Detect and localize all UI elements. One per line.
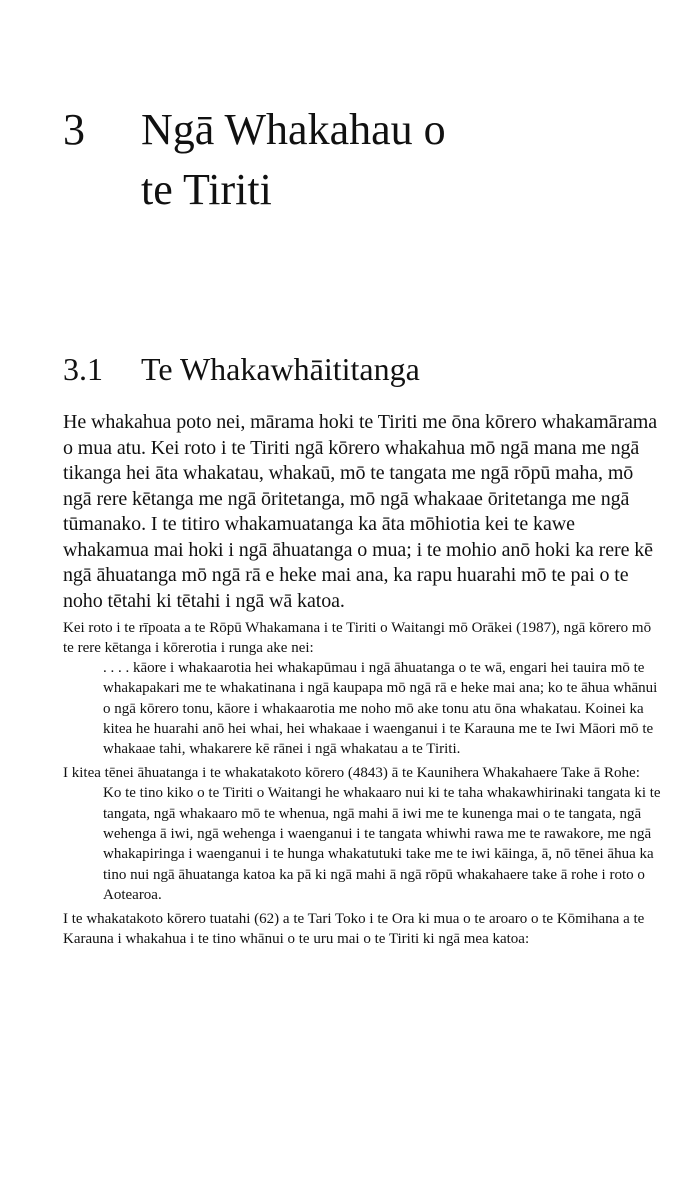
paragraph-orakei-report: Kei roto i te rīpoata a te Rōpū Whakamana i te Tiriti o Waitangi mō Orākei (1987), ngā kōrero mō te rere kētanga i kōrerotia i runga ake nei: bbox=[63, 620, 652, 656]
paragraph-local-government: I kitea tēnei āhuatanga i te whakatakoto kōrero (4843) ā te Kaunihera Whakahaere Take ā Rohe: bbox=[63, 765, 640, 782]
block-quote-orakei: . . . . kāore i whakaarotia hei whakapūmau i ngā āhuatanga o te wā, engari hei tauira mō te whakapakari me te whakatinana i ngā kaupapa mō ngā rā e heke mai ana; ko te āhua whānui o ngā kōrero tonu, kāore i whakaarotia me noho mō ake tonu atu ōna whakatau. Koinei ka kitea he huarahi anō hei whai, hei whakaae i waenganui i te Karauna me te Iwi Māori mō te whakaae tahi, whakarere kē rānei i ngā whakatau a te Tiriti. bbox=[103, 660, 658, 758]
section-title: Te Whakawhāititanga bbox=[141, 351, 420, 387]
section-heading bbox=[63, 347, 663, 391]
block-quote-local-government: Ko te tino kiko o te Tiriti o Waitangi he whakaaro nui ki te taha whakawhirinaki tangata ki te tangata, ngā whakaaro mō te whenua, ngā mahi ā iwi me te kunenga mai o te tangata, ngā wehenga ā iwi, ngā wehenga i waenganui i te tangata whiwhi rawa me te rawakore, me ngā whakapiringa i waenganui i te hunga whakatutuki take me te iwi kāinga, ā, nō tēnei āhua ka tino nui ngā āhuatanga katoa ka pā ki ngā mahi ā ngā rōpū whakahaere take ā rohe i roto o Aotearoa. bbox=[103, 785, 661, 903]
chapter-title bbox=[141, 100, 621, 220]
chapter-number: 3 bbox=[63, 105, 85, 154]
body-text bbox=[63, 410, 663, 949]
chapter-title-line-1: Ngā Whakahau o bbox=[141, 105, 446, 154]
lead-paragraph: He whakahua poto nei, mārama hoki te Tiriti me ōna kōrero whakamārama o mua atu. Kei roto i te Tiriti ngā kōrero whakahua mō ngā mana me ngā tikanga hei āta whakatau, whakaū, mō te tangata me ngā rōpū maha, mō ngā rere kētanga me ngā ōritetanga, mō ngā whakaae ōritetanga me ngā tūmanako. I te titiro whakamuatanga ka āta mōhiotia kei te kawe whakamua mai hoki i ngā āhuatanga o mua; i te mohio anō hoki ka rere kē ngā āhuatanga mō ngā rā e heke mai ana, ka rapu huarahi mō te pai o te noho tētahi ki tētahi i ngā wā katoa. bbox=[63, 411, 658, 612]
section-number: 3.1 bbox=[63, 351, 103, 387]
paragraph-social-welfare: I te whakatakoto kōrero tuatahi (62) a te Tari Toko i te Ora ki mua o te aroaro o te Kōmihana a te Karauna i whakahua i te tino whānui o te uru mai o te Tiriti ki ngā mea katoa: bbox=[63, 911, 645, 948]
chapter-title-line-2: te Tiriti bbox=[141, 165, 272, 214]
